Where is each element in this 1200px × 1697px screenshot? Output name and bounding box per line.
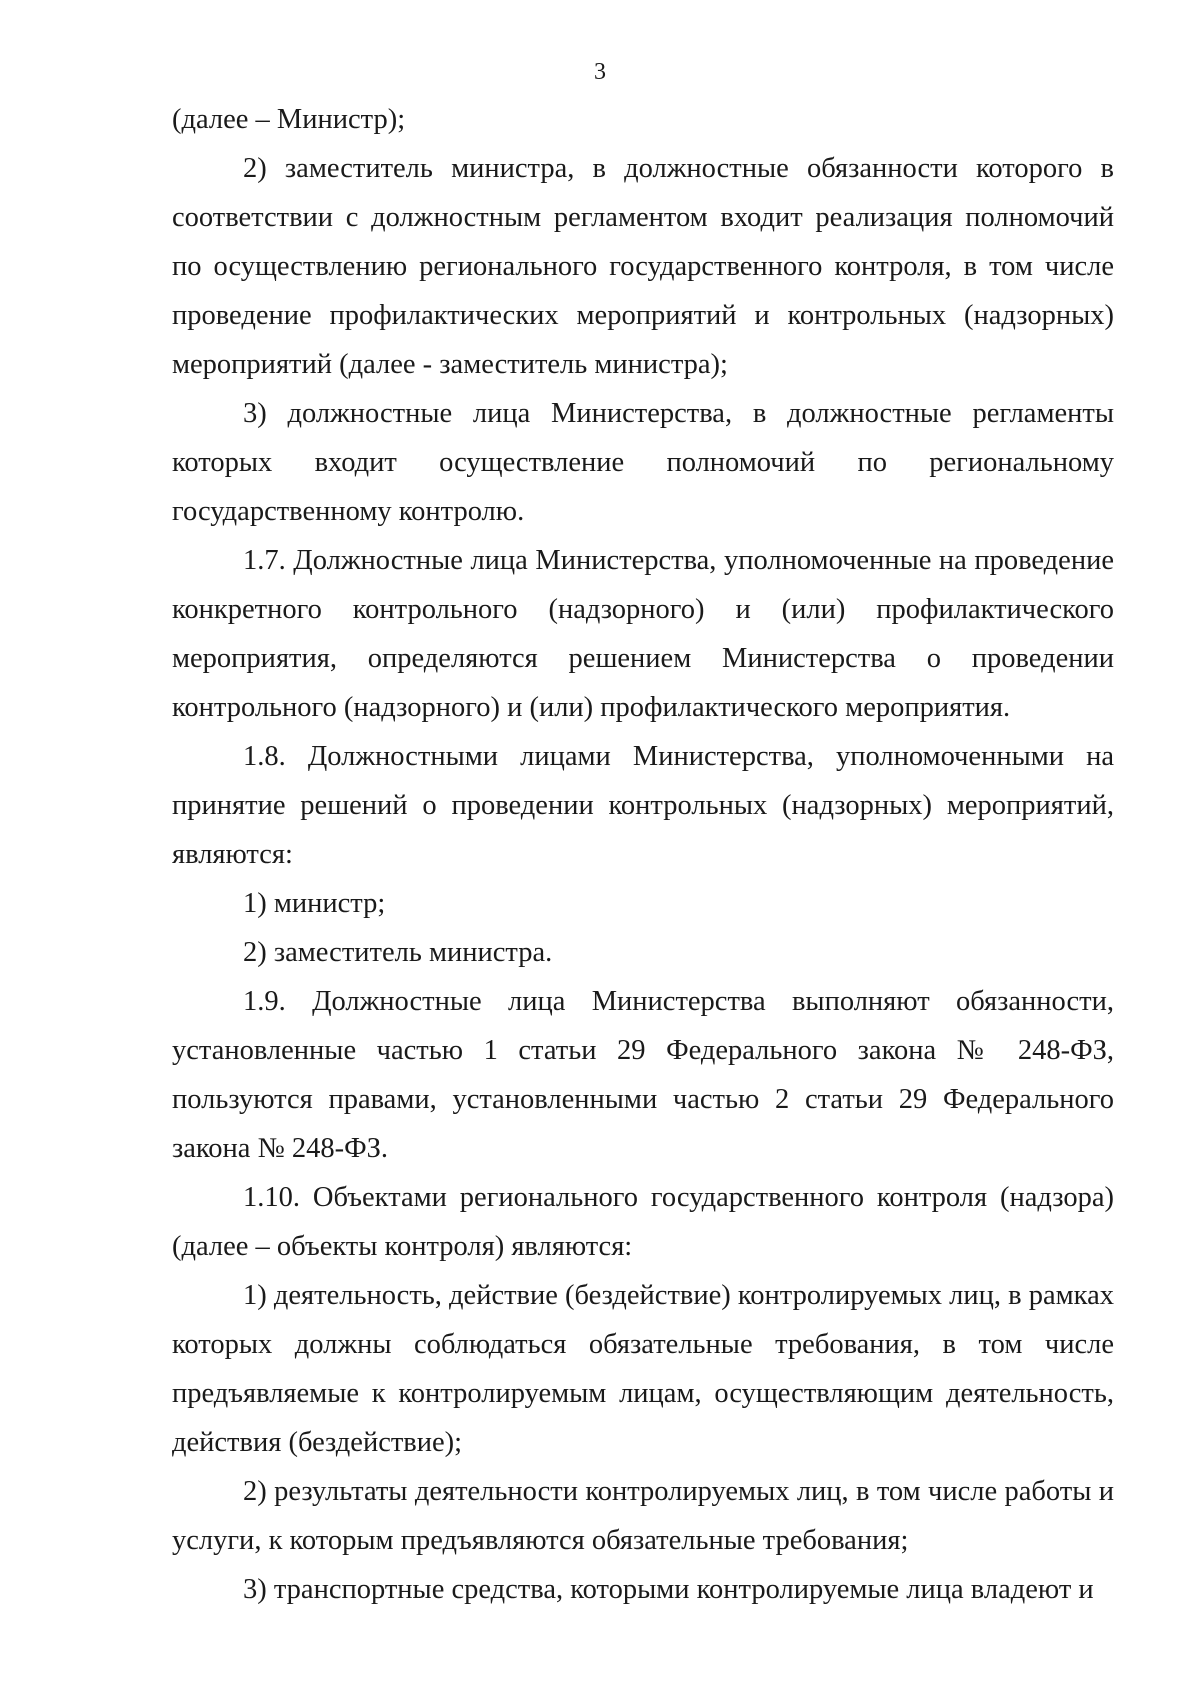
paragraph: 2) заместитель министра, в должностные обязанности которого в соответствии с должностным регламентом входит реализация полномочий по осуществлению регионального государственного контроля, в том числе проведение профилактических мероприятий и контрольных (надзорных) мероприятий (далее - заместитель министра); <box>172 153 1114 380</box>
paragraph: 1.9. Должностные лица Министерства выполняют обязанности, установленные частью 1 статьи 29 Федерального закона № 248-ФЗ, пользуются правами, установленными частью 2 статьи 29 Федерального закона № 248-ФЗ. <box>172 986 1114 1164</box>
paragraph: 3) транспортные средства, которыми контролируемые лица владеют и <box>243 1574 1094 1605</box>
page-number: 3 <box>594 59 606 85</box>
document-body <box>172 95 1114 1614</box>
paragraph: (далее – Министр); <box>172 104 406 135</box>
paragraph: 1.10. Объектами регионального государственного контроля (надзора) (далее – объекты контроля) являются: <box>172 1182 1114 1262</box>
paragraph: 1) министр; <box>243 888 386 919</box>
paragraph: 1.8. Должностными лицами Министерства, уполномоченными на принятие решений о проведении контрольных (надзорных) мероприятий, являются: <box>172 741 1114 870</box>
paragraph: 2) заместитель министра. <box>243 937 553 968</box>
paragraph: 1.7. Должностные лица Министерства, уполномоченные на проведение конкретного контрольного (надзорного) и (или) профилактического мероприятия, определяются решением Министерства о проведении контрольного (надзорного) и (или) профилактического мероприятия. <box>172 545 1114 723</box>
paragraph: 3) должностные лица Министерства, в должностные регламенты которых входит осуществление полномочий по региональному государственному контролю. <box>172 398 1114 527</box>
paragraph: 2) результаты деятельности контролируемых лиц, в том числе работы и услуги, к которым предъявляются обязательные требования; <box>172 1476 1114 1556</box>
paragraph: 1) деятельность, действие (бездействие) контролируемых лиц, в рамках которых должны соблюдаться обязательные требования, в том числе предъявляемые к контролируемым лицам, осуществляющим деятельность, действия (бездействие); <box>172 1280 1114 1458</box>
